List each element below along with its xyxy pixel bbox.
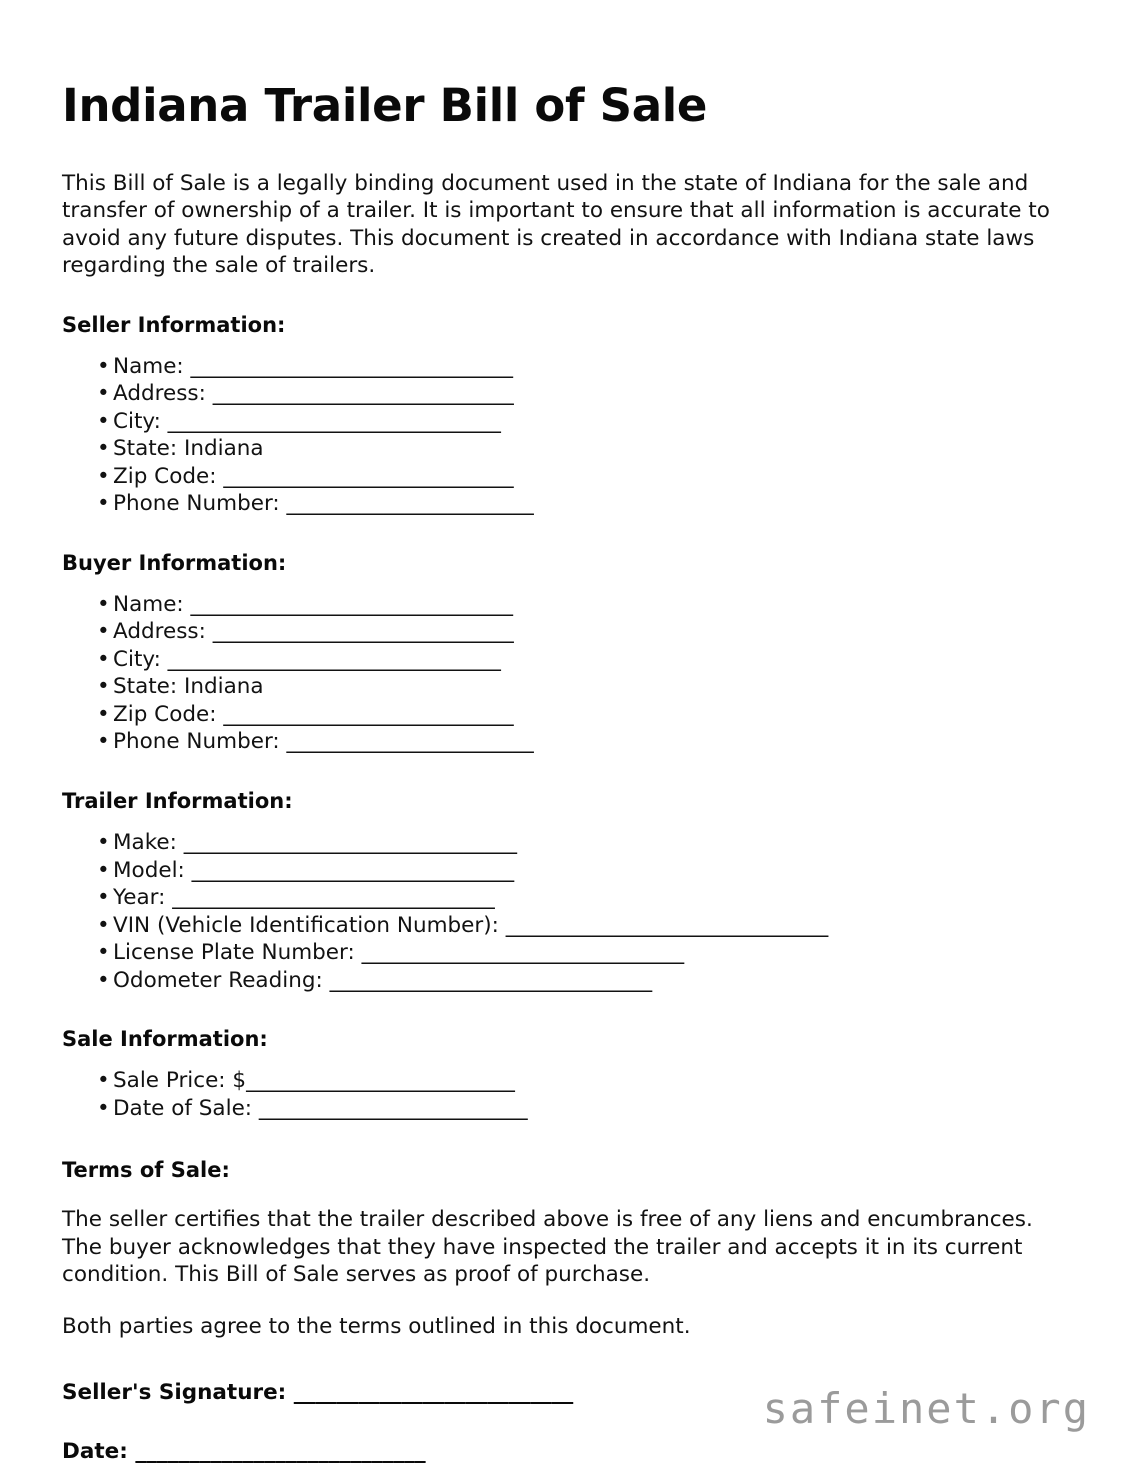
field-label: Name: [113, 353, 191, 379]
field-blank[interactable]: ______________________________ [190, 591, 514, 617]
field-label: Model: [113, 857, 192, 883]
list-item [62, 408, 1062, 436]
field-label: State: Indiana [113, 436, 264, 462]
terms-paragraph-1: The seller certifies that the trailer described above is free of any liens and encumbrances. The buyer acknowledges that they have inspected the trailer and accepts it in its current condition. This Bill of Sale serves as proof of purchase. [62, 1207, 1033, 1288]
field-label: Phone Number: [113, 491, 287, 517]
field-label: Year: [113, 885, 173, 911]
field-label: State: Indiana [113, 674, 264, 700]
trailer-information-list [62, 829, 1062, 994]
list-item [62, 646, 1062, 674]
sale-information-list [62, 1067, 1062, 1122]
field-blank[interactable]: ______________________________ [329, 967, 653, 993]
field-blank[interactable]: _______________________ [286, 729, 534, 755]
field-blank[interactable]: _______________________________ [167, 408, 501, 434]
buyer-information-list [62, 591, 1062, 756]
intro-paragraph: This Bill of Sale is a legally binding document used in the state of Indiana for the sale and transfer of ownership of a trailer. It is important to ensure that all information is accurate to avoid any future disputes. This document is created in accordance with Indiana state laws regarding the sale of trailers. [62, 170, 1050, 279]
list-item [62, 591, 1062, 619]
field-label: Address: [113, 619, 213, 645]
seller-information-heading: Seller Information: [62, 312, 286, 337]
list-item [62, 353, 1062, 381]
field-blank[interactable]: ______________________________ [505, 912, 829, 938]
list-item [62, 435, 1062, 463]
list-item [62, 939, 1062, 967]
field-blank[interactable]: ______________________________ [190, 353, 514, 379]
list-item [62, 1067, 1062, 1095]
list-item [62, 967, 1062, 995]
field-label: City: [113, 646, 168, 672]
field-label: License Plate Number: [113, 940, 362, 966]
field-label: Name: [113, 591, 191, 617]
list-item [62, 1095, 1062, 1123]
field-blank[interactable]: ___________________________ [223, 463, 514, 489]
list-item [62, 912, 1062, 940]
list-item [62, 463, 1062, 491]
field-blank[interactable]: ______________________________ [172, 885, 495, 911]
field-label: Address: [113, 381, 213, 407]
trailer-information-heading: Trailer Information: [62, 789, 293, 813]
buyer-information-heading: Buyer Information: [62, 550, 287, 575]
list-item [62, 618, 1062, 646]
field-label: Date of Sale: [113, 1095, 259, 1121]
field-label: VIN (Vehicle Identification Number): [113, 912, 506, 938]
seller-information-list [62, 353, 1062, 518]
field-label: Zip Code: [113, 701, 224, 727]
list-item [62, 380, 1062, 408]
list-item [62, 701, 1062, 729]
field-label: Make: [113, 830, 184, 855]
terms-of-sale-heading: Terms of Sale: [62, 1158, 230, 1183]
list-item [62, 829, 1062, 857]
list-item [62, 884, 1062, 912]
field-label: Odometer Reading: [113, 967, 330, 993]
date-label: Date: [62, 1439, 136, 1464]
page-title: Indiana Trailer Bill of Sale [62, 79, 708, 132]
seller-signature-blank[interactable]: __________________________ [293, 1380, 574, 1406]
list-item [62, 490, 1062, 518]
seller-signature-label: Seller's Signature: [62, 1380, 294, 1406]
list-item [62, 857, 1062, 885]
field-blank[interactable]: _________________________ [246, 1068, 515, 1094]
field-label: Sale Price: $ [113, 1068, 247, 1094]
field-blank[interactable]: ______________________________ [361, 940, 685, 966]
field-blank[interactable]: ___________________________ [223, 701, 514, 727]
field-blank[interactable]: ____________________________ [212, 619, 514, 645]
field-blank[interactable]: ____________________________ [212, 381, 514, 407]
field-label: City: [113, 408, 168, 434]
field-blank[interactable]: _______________________________ [183, 830, 517, 855]
field-label: Phone Number: [113, 729, 287, 755]
signature-date-line [62, 1439, 1062, 1464]
field-label: Zip Code: [113, 463, 224, 489]
list-item [62, 673, 1062, 701]
site-watermark: safeinet.org [762, 1384, 1090, 1433]
field-blank[interactable]: _______________________ [286, 491, 534, 517]
field-blank[interactable]: _________________________ [258, 1095, 528, 1121]
field-blank[interactable]: _______________________________ [167, 646, 501, 672]
terms-paragraph-2: Both parties agree to the terms outlined in this document. [62, 1313, 691, 1339]
field-blank[interactable]: ______________________________ [191, 857, 515, 883]
date-blank[interactable]: ___________________________ [135, 1439, 426, 1464]
list-item [62, 728, 1062, 756]
sale-information-heading: Sale Information: [62, 1027, 268, 1052]
